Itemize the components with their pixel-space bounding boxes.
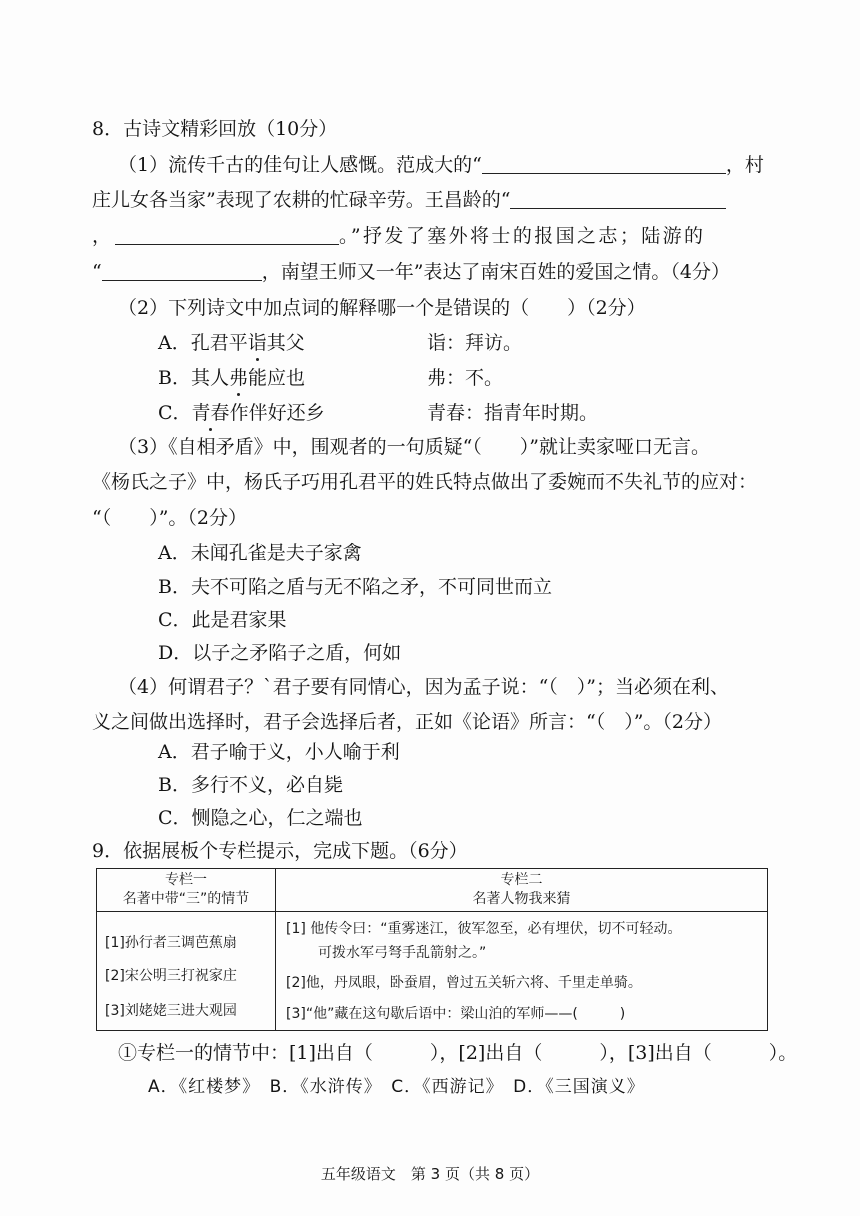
q8-p2-option-a[interactable] — [158, 330, 305, 356]
column2-item-3: [3]“他”藏在这句歇后语中：梁山泊的军师——( ) — [286, 1006, 626, 1022]
q8-p3-option-d[interactable]: D．以子之矛陷子之盾，何如 — [158, 642, 402, 664]
q8-p4-option-b[interactable]: B．多行不义，必自毙 — [158, 774, 343, 796]
q8-p4-line2: 义之间做出选择时，君子会选择后者，正如《论语》所言：“（ ）”。（2分） — [92, 711, 723, 733]
q8-p4-option-c[interactable]: C．恻隐之心，仁之端也 — [158, 807, 363, 829]
option-text: 其父 — [266, 332, 305, 354]
q9-sub1: ①专栏一的情节中：[1]出自（ ），[2]出自（ ），[3]出自（ ）。 — [118, 1042, 798, 1064]
q8-p2-explanation-b: 弗：不。 — [427, 367, 504, 389]
q8-p1-line2 — [92, 187, 726, 213]
answer-blank[interactable] — [510, 188, 726, 209]
q8-p3-option-b[interactable]: B．夫不可陷之盾与无不陷之矛，不可同世而立 — [158, 576, 552, 598]
q9-options[interactable]: A．《红楼梦》 B．《水浒传》 C．《西游记》 D．《三国演义》 — [148, 1077, 645, 1097]
column1-title: 专栏一 — [165, 872, 207, 888]
column2-header — [276, 869, 768, 912]
q8-p1-text: ，南望王师又一年”表达了南宋百姓的爱国之情。（4分） — [261, 261, 731, 283]
column1-item: [1]孙行者三调芭蕉扇 — [105, 935, 237, 951]
column1-item: [2]宋公明三打祝家庄 — [105, 968, 237, 984]
q8-p3-line3: “（ ）”。（2分） — [92, 507, 248, 529]
column2-item-1: [1] 他传令曰：“重雾迷江，彼军忽至，必有埋伏，切不可轻动。 — [286, 921, 682, 937]
option-text: A．孔君平 — [158, 332, 248, 354]
q8-p1-text: 。”抒发了塞外将士的报国之志；陆游的 — [339, 225, 706, 247]
dotted-word: 弗 — [228, 367, 248, 389]
column2-item-1-cont: 可拨水军弓弩手乱箭射之。” — [318, 945, 487, 961]
q8-p3-line1: （3）《自相矛盾》中，围观者的一句质疑“（ ）”就让卖家哑口无言。 — [118, 436, 711, 458]
column1-item: [3]刘姥姥三进大观园 — [105, 1003, 237, 1019]
q8-p2-option-b[interactable] — [158, 365, 305, 391]
page-footer: 五年级语文 第 3 页（共 8 页） — [320, 1165, 540, 1183]
q8-title: 8．古诗文精彩回放（10分） — [92, 118, 338, 140]
q8-p1-line4 — [92, 259, 730, 285]
column1-body — [97, 912, 276, 1031]
dotted-word: 青春 — [191, 402, 230, 424]
q8-p3-line2: 《杨氏之子》中，杨氏子巧用孔君平的姓氏特点做出了委婉而不失礼节的应对： — [92, 471, 758, 493]
q8-p1-text: （1）流传千古的佳句让人感慨。范成大的“ — [118, 154, 482, 176]
q8-p2-explanation-c: 青春：指青年时期。 — [427, 402, 599, 424]
q8-p2-option-c[interactable] — [158, 400, 325, 426]
option-text: 作伴好还乡 — [229, 402, 325, 424]
q8-p2-explanation-a: 诣：拜访。 — [427, 332, 523, 354]
column2-body — [276, 912, 768, 1031]
option-text: B．其人 — [158, 367, 229, 389]
q8-p4-line1: （4）何谓君子？`君子要有同情心，因为孟子说：“（ ）”；当必须在利、 — [118, 676, 730, 698]
q8-p1-text: 庄儿女各当家”表现了农耕的忙碌辛劳。王昌龄的“ — [92, 189, 511, 211]
q8-p3-option-c[interactable]: C．此是君家果 — [158, 609, 287, 631]
answer-blank[interactable] — [102, 260, 262, 281]
q8-p1-line1 — [118, 152, 764, 178]
column2-item-2: [2]他，丹凤眼，卧蚕眉，曾过五关斩六将、千里走单骑。 — [286, 975, 642, 991]
column1-subtitle: 名著中带“三”的情节 — [122, 891, 250, 907]
answer-blank[interactable] — [482, 153, 726, 174]
column2-title: 专栏二 — [500, 872, 543, 888]
column2-subtitle: 名著人物我来猜 — [472, 891, 571, 907]
option-text: C． — [158, 402, 192, 424]
answer-blank[interactable] — [115, 224, 339, 245]
q9-title: 9．依据展板个专栏提示，完成下题。（6分） — [92, 840, 468, 862]
q8-p4-option-a[interactable]: A．君子喻于义，小人喻于利 — [158, 741, 400, 763]
option-text: 能应也 — [247, 367, 305, 389]
q8-p1-text: ， — [92, 225, 112, 247]
exhibit-board-table — [96, 868, 768, 1031]
q8-p1-text: “ — [92, 261, 102, 283]
q8-p1-text: ，村 — [725, 154, 764, 176]
q8-p3-option-a[interactable]: A．未闻孔雀是夫子家禽 — [158, 542, 362, 564]
column1-header — [97, 869, 276, 912]
q8-p2-stem: （2）下列诗文中加点词的解释哪一个是错误的（ ）（2分） — [118, 297, 646, 319]
dotted-word: 诣 — [247, 332, 267, 354]
q8-p1-line3 — [92, 223, 705, 249]
